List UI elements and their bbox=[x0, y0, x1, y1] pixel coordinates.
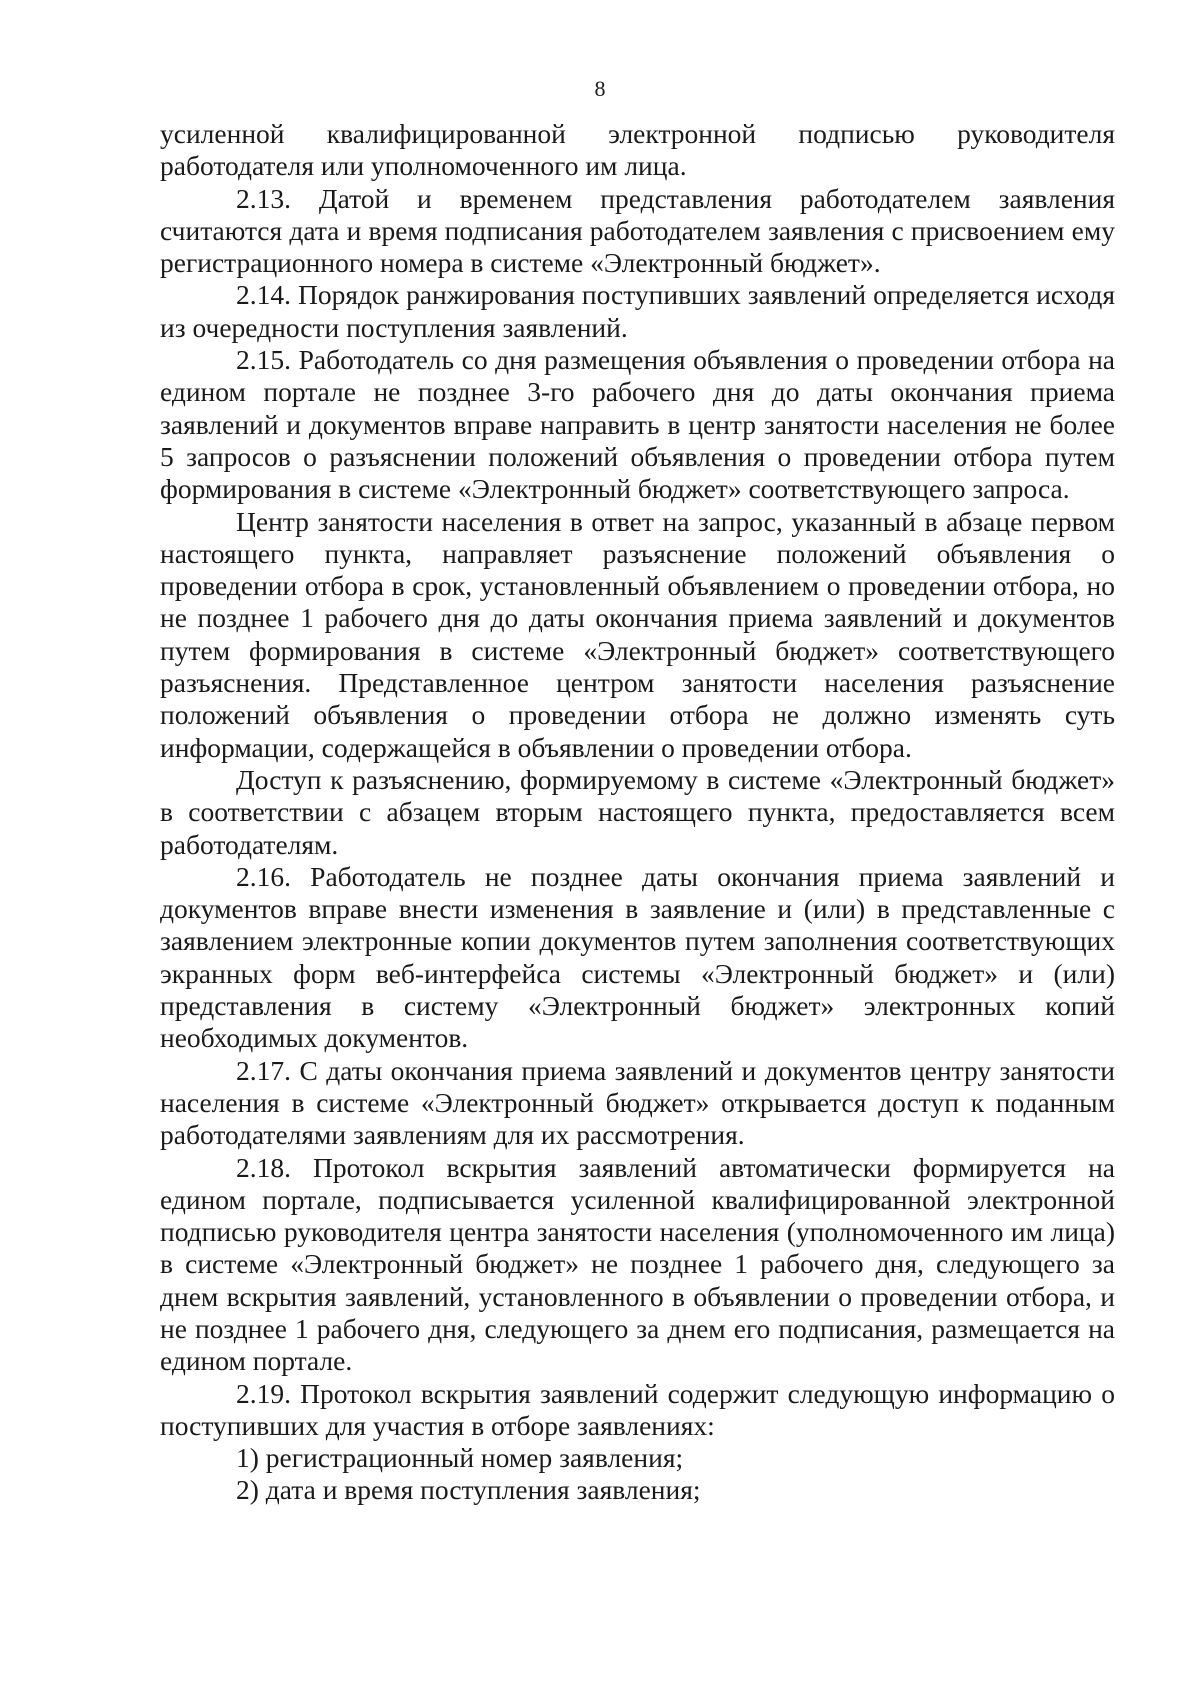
paragraph-2-17: 2.17. С даты окончания приема заявлений и документов центру занятости населения в системе «Электронный бюджет» открывается доступ к поданным работодателями заявлениям для их рассмотрения. bbox=[160, 1054, 1115, 1151]
page-number: 8 bbox=[594, 76, 606, 101]
paragraph-2-15-third: Доступ к разъяснению, формируемому в системе «Электронный бюджет» в соответствии с абзацем вторым настоящего пункта, предоставляется всем работодателям. bbox=[160, 763, 1115, 860]
paragraph-2-19: 2.19. Протокол вскрытия заявлений содержит следующую информацию о поступивших для участия в отборе заявлениях: bbox=[160, 1377, 1115, 1441]
paragraph-2-14: 2.14. Порядок ранжирования поступивших заявлений определяется исходя из очередности поступления заявлений. bbox=[160, 279, 1115, 343]
paragraph-2-15: 2.15. Работодатель со дня размещения объявления о проведении отбора на едином портале не позднее 3-го рабочего дня до даты окончания приема заявлений и документов вправе направить в центр занятости населения не более 5 запросов о разъяснении положений объявления о проведении отбора путем формирования в системе «Электронный бюджет» соответствующего запроса. bbox=[160, 344, 1115, 505]
paragraph-2-15-second: Центр занятости населения в ответ на запрос, указанный в абзаце первом настоящего пункта, направляет разъяснение положений объявления о проведении отбора в срок, установленный объявлением о проведении отбора, но не позднее 1 рабочего дня до даты окончания приема заявлений и документов путем формирования в системе «Электронный бюджет» соответствующего разъяснения. Представленное центром занятости населения разъяснение положений объявления о проведении отбора не должно изменять суть информации, содержащейся в объявлении о проведении отбора. bbox=[160, 505, 1115, 763]
list-item-2: 2) дата и время поступления заявления; bbox=[236, 1474, 701, 1506]
paragraph-2-18: 2.18. Протокол вскрытия заявлений автоматически формируется на едином портале, подписывается усиленной квалифицированной электронной подписью руководителя центра занятости населения (уполномоченного им лица) в системе «Электронный бюджет» не позднее 1 рабочего дня, следующего за днем вскрытия заявлений, установленного в объявлении о проведении отбора, и не позднее 1 рабочего дня, следующего за днем его подписания, размещается на едином портале. bbox=[160, 1151, 1115, 1377]
paragraph-2-16: 2.16. Работодатель не позднее даты окончания приема заявлений и документов вправе внести изменения в заявление и (или) в представленные с заявлением электронные копии документов путем заполнения соответствующих экранных форм веб-интерфейса системы «Электронный бюджет» и (или) представления в систему «Электронный бюджет» электронных копий необходимых документов. bbox=[160, 860, 1115, 1054]
paragraph-continuation: усиленной квалифицированной электронной подписью руководителя работодателя или уполномоченного им лица. bbox=[160, 118, 1115, 182]
document-body bbox=[160, 118, 1115, 1507]
paragraph-2-13: 2.13. Датой и временем представления работодателем заявления считаются дата и время подписания работодателем заявления с присвоением ему регистрационного номера в системе «Электронный бюджет». bbox=[160, 182, 1115, 279]
list-item-1: 1) регистрационный номер заявления; bbox=[236, 1442, 684, 1474]
